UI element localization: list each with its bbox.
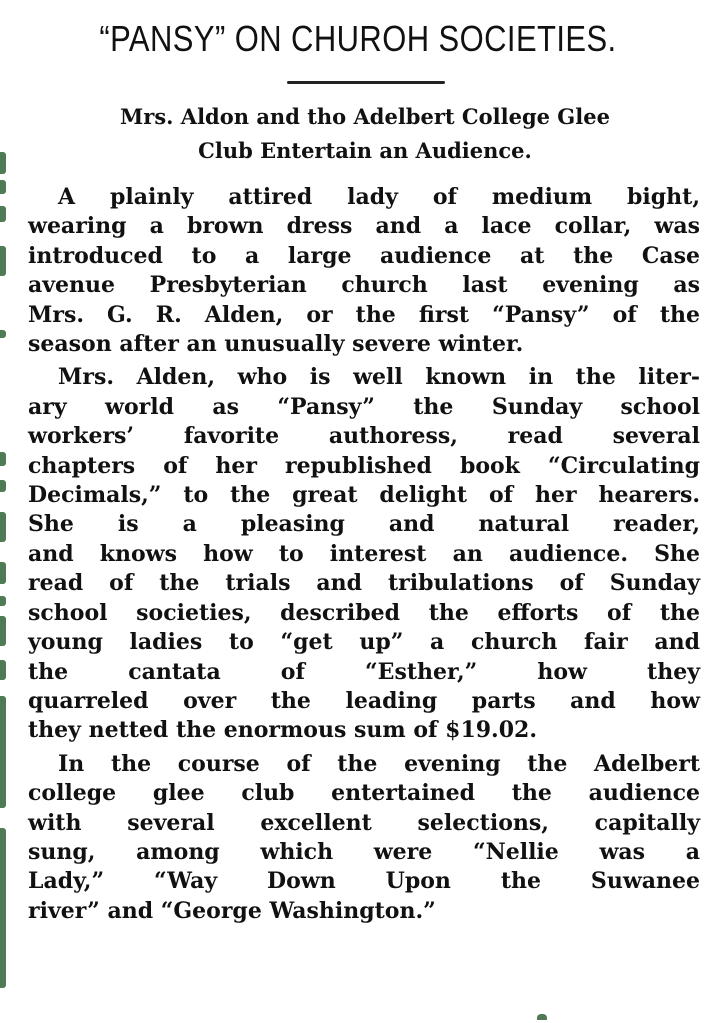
paragraph-3 — [28, 750, 700, 926]
headline-divider — [287, 81, 445, 84]
scan-edge-mark — [0, 596, 6, 606]
text-line: She is a pleasing and natural reader, — [28, 511, 700, 538]
scan-edge-mark — [0, 480, 6, 492]
text-line: river” and “George Washington.” — [28, 897, 436, 924]
text-line: Mrs. G. R. Alden, or the first “Pansy” of the — [28, 301, 700, 328]
scan-edge-mark — [0, 696, 6, 808]
scan-edge-mark — [0, 152, 6, 174]
text-line: college glee club entertained the audience — [28, 780, 700, 807]
text-line: chapters of her republished book “Circulating — [28, 452, 700, 479]
scan-bottom-mark — [537, 1014, 547, 1020]
paragraph-2 — [28, 363, 700, 745]
text-line: Mrs. Alden, who is well known in the liter- — [58, 364, 700, 391]
text-line: read of the trials and tribulations of Sunday — [28, 570, 700, 597]
scan-edge-mark — [0, 512, 6, 542]
text-line: season after an unusually severe winter. — [28, 331, 524, 358]
text-line: ary world as “Pansy” the Sunday school — [28, 393, 700, 420]
scan-edge-mark — [0, 180, 6, 194]
text-line: with several excellent selections, capitally — [28, 809, 700, 836]
text-line: young ladies to “get up” a church fair and — [28, 629, 700, 656]
scan-edge-mark — [0, 206, 6, 222]
text-line: Lady,” “Way Down Upon the Suwanee — [28, 868, 700, 895]
scan-edge-mark — [0, 562, 6, 584]
text-line: wearing a brown dress and a lace collar, was — [28, 213, 700, 240]
scan-edge-mark — [0, 452, 6, 466]
text-line: introduced to a large audience at the Case — [28, 242, 700, 269]
scan-edge-mark — [0, 616, 6, 646]
article-headline: “PANSY” ON CHUROH SOCIETIES. — [99, 18, 617, 59]
text-line: workers’ favorite authoress, read several — [28, 423, 700, 450]
subhead-line: Club Entertain an Audience. — [198, 138, 532, 163]
scan-edge-mark — [0, 246, 6, 276]
scan-edge-mark — [0, 330, 6, 338]
article-subhead — [20, 100, 710, 168]
text-line: the cantata of “Esther,” how they — [28, 658, 700, 685]
scan-edge-mark — [0, 828, 6, 988]
text-line: sung, among which were “Nellie was a — [28, 838, 700, 865]
text-line: In the course of the evening the Adelbert — [58, 750, 700, 777]
article-body — [28, 183, 700, 926]
text-line: avenue Presbyterian church last evening as — [28, 272, 700, 299]
text-line: quarreled over the leading parts and how — [28, 687, 700, 714]
text-line: school societies, described the efforts of the — [28, 599, 700, 626]
text-line: they netted the enormous sum of $19.02. — [28, 717, 537, 744]
paragraph-1 — [28, 183, 700, 359]
text-line: Decimals,” to the great delight of her hearers. — [28, 482, 700, 509]
text-line: and knows how to interest an audience. She — [28, 540, 700, 567]
text-line: A plainly attired lady of medium bight, — [58, 184, 700, 210]
subhead-line: Mrs. Aldon and tho Adelbert College Glee — [120, 104, 610, 129]
scan-edge-mark — [0, 660, 6, 680]
